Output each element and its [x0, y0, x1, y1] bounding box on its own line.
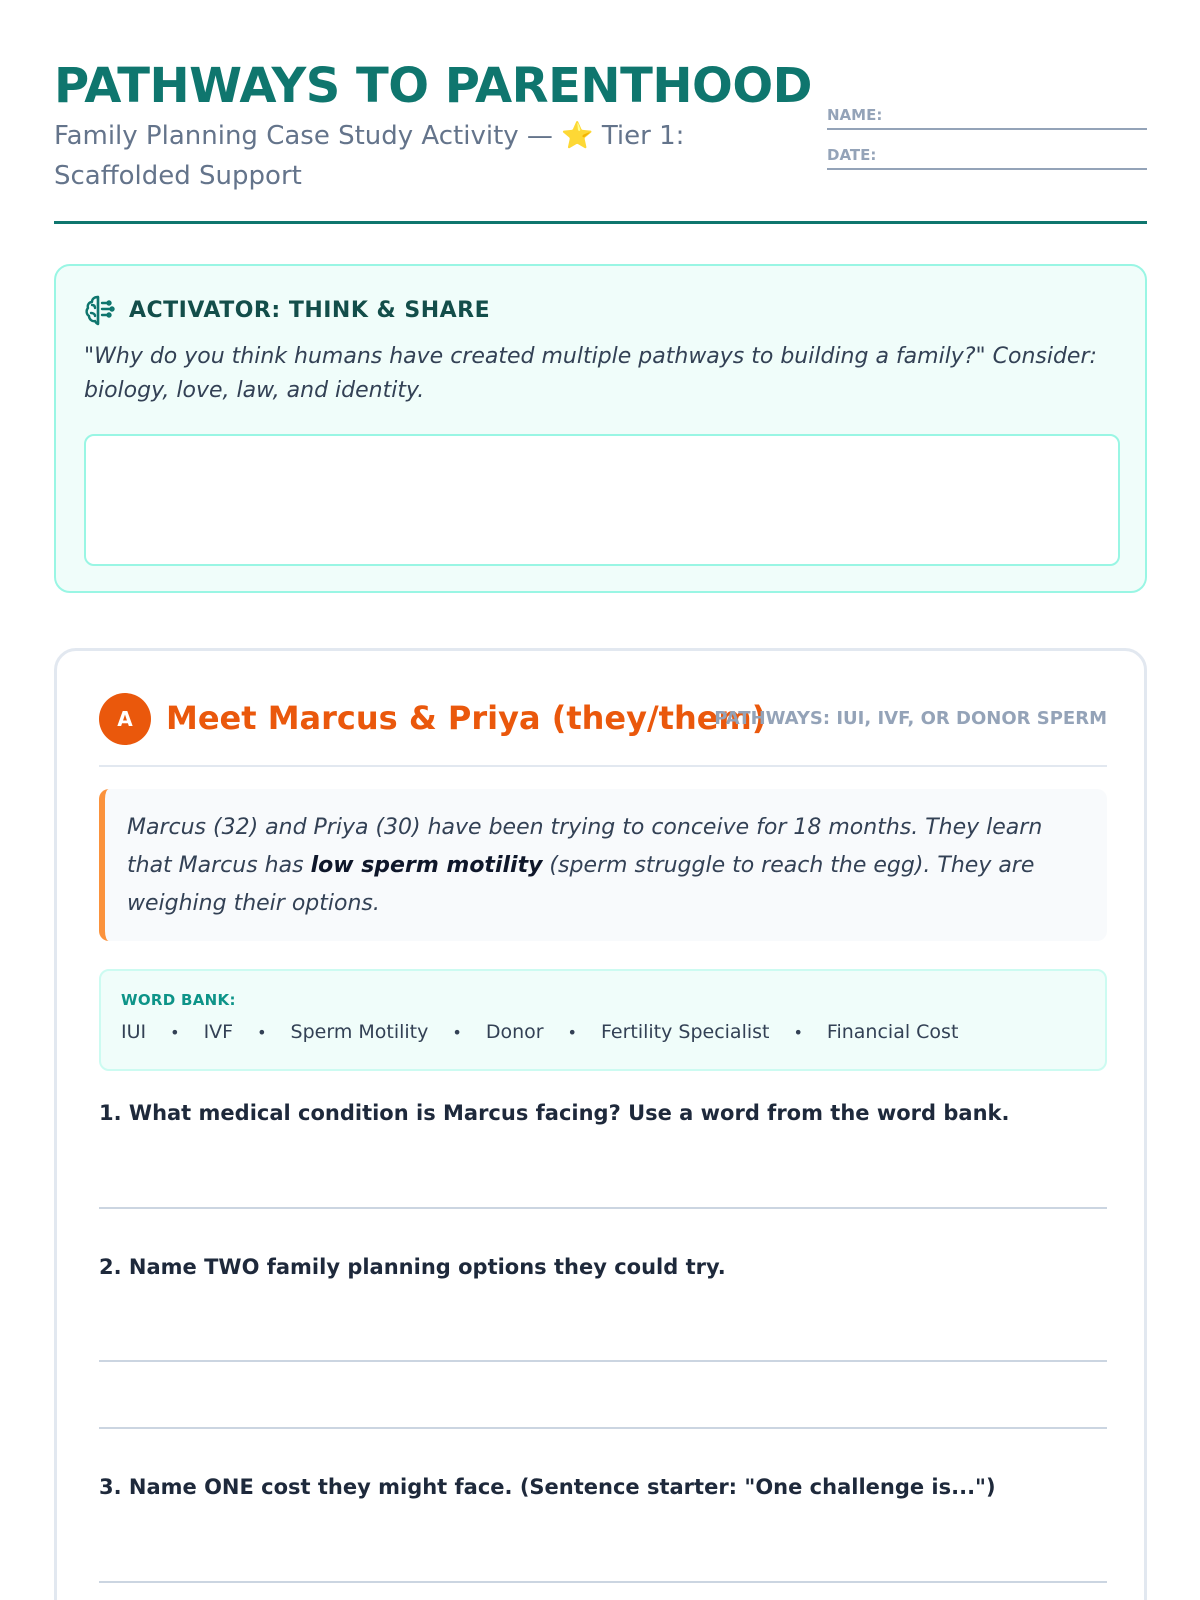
brain-icon [83, 293, 117, 327]
bullet-separator: • [170, 1022, 180, 1042]
word-bank-term: Sperm Motility [290, 1021, 429, 1043]
question-3: 3. Name ONE cost they might face. (Sentence starter: "One challenge is...") [99, 1475, 996, 1499]
word-bank-term: IUI [121, 1021, 147, 1043]
name-field[interactable] [827, 90, 1147, 130]
word-bank [99, 969, 1107, 1071]
bullet-separator: • [452, 1022, 462, 1042]
word-bank-term: Fertility Specialist [600, 1021, 770, 1043]
story-text-end: (sperm struggle to reach the egg). They are weighing their options. [127, 853, 1035, 916]
question-2: 2. Name TWO family planning options they could try. [99, 1255, 726, 1279]
case-badge: A [99, 693, 151, 745]
case-header [99, 693, 1107, 767]
word-bank-list [121, 1021, 1085, 1043]
case-pathways: PATHWAYS: IUI, IVF, OR DONOR SPERM [714, 708, 1107, 729]
activator-response-box[interactable] [84, 434, 1120, 566]
case-story [99, 789, 1107, 941]
story-text-start: Marcus (32) and Priya (30) have been trying to conceive for 18 months. They learn that Marcus has [127, 815, 1043, 878]
answer-line-2a[interactable] [99, 1360, 1107, 1362]
date-field[interactable] [827, 130, 1147, 170]
word-bank-term: Donor [485, 1021, 544, 1043]
page-title: PATHWAYS TO PARENTHOOD [54, 58, 812, 114]
story-key-term: low sperm motility [310, 853, 543, 878]
word-bank-term: Financial Cost [826, 1021, 959, 1043]
page-header [54, 58, 1147, 224]
bullet-separator: • [567, 1022, 577, 1042]
answer-line-1[interactable] [99, 1207, 1107, 1209]
date-label: DATE: [827, 146, 877, 164]
case-title: Meet Marcus & Priya (they/them) [166, 699, 767, 737]
answer-line-2b[interactable] [99, 1427, 1107, 1429]
activator-header [83, 292, 490, 328]
bullet-separator: • [257, 1022, 267, 1042]
word-bank-term: IVF [203, 1021, 234, 1043]
activator-title: ACTIVATOR: THINK & SHARE [129, 297, 491, 323]
activator-panel [54, 264, 1147, 593]
word-bank-label: WORD BANK: [121, 991, 236, 1009]
case-study-card [54, 648, 1147, 1600]
bullet-separator: • [793, 1022, 803, 1042]
answer-line-3[interactable] [99, 1581, 1107, 1583]
student-info [827, 90, 1147, 170]
page-subtitle: Family Planning Case Study Activity — ⭐ Tier 1: Scaffolded Support [54, 121, 685, 191]
question-1: 1. What medical condition is Marcus facing? Use a word from the word bank. [99, 1101, 1010, 1125]
activator-prompt: "Why do you think humans have created multiple pathways to building a family?" Consider: biology, love, law, and identity. [84, 344, 1097, 403]
name-label: NAME: [827, 106, 883, 124]
